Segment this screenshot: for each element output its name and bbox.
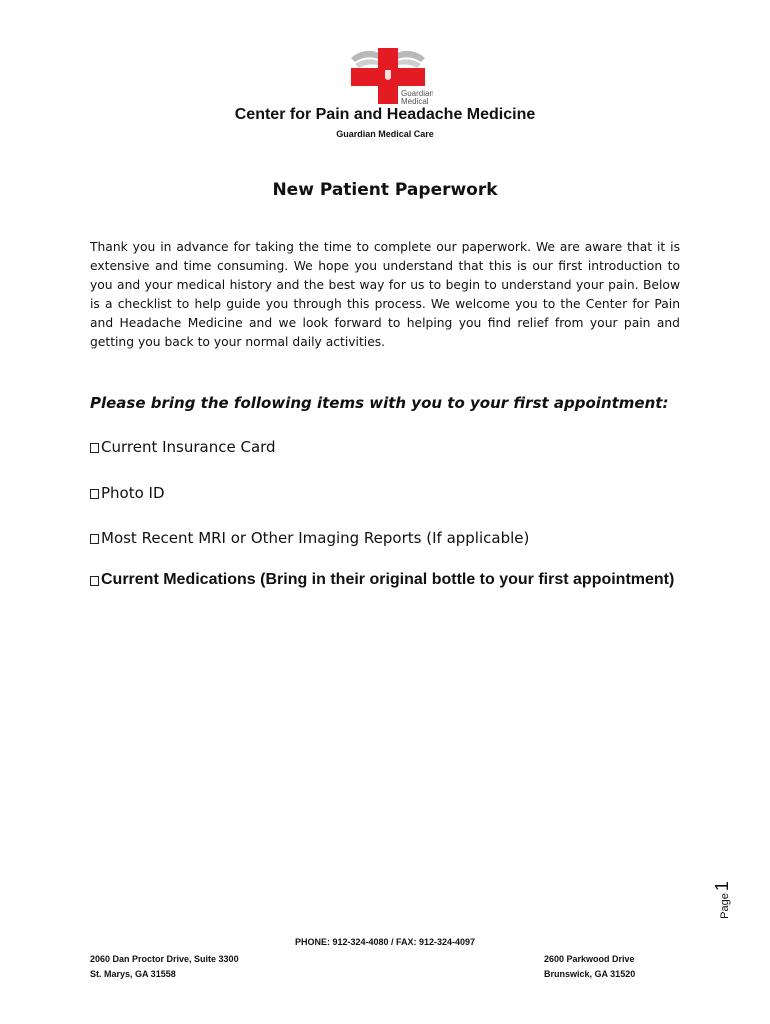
footer-left-address [90,952,239,982]
checklist-item-photo-id [90,484,165,502]
checklist-item-label: Photo ID [101,484,165,502]
footer-left-address-line1: 2060 Dan Proctor Drive, Suite 3300 [90,954,239,964]
page-number: 1 [712,881,732,892]
checklist-heading: Please bring the following items with you to your first appointment: [90,394,669,412]
checklist-item-label: Current Insurance Card [101,438,276,456]
checklist-item-imaging-reports [90,529,529,547]
page-number-marker [712,880,752,920]
guardian-medical-logo [343,44,433,108]
checkbox-icon[interactable] [90,443,99,453]
checklist-item-insurance-card [90,438,276,456]
checkbox-icon[interactable] [90,489,99,499]
footer-phone-fax: PHONE: 912-324-4080 / FAX: 912-324-4097 [294,937,476,947]
logo-text-line1: Guardian [401,89,433,98]
medical-cross-icon [343,44,433,108]
page-word: Page [719,893,731,919]
intro-paragraph: Thank you in advance for taking the time to complete our paperwork. We are aware that it is extensive and time consuming. We hope you understand that this is our first introduction to you and your medical history and the best way for us to begin to understand your pain. Below is a checklist to help guide you through this process. We welcome you to the Center for Pain and Headache Medicine and we look forward to helping you find relief from your pain and getting you back to your normal daily activities. [90,240,680,349]
checkbox-icon[interactable] [90,534,99,544]
org-title: Center for Pain and Headache Medicine [234,106,536,123]
checklist-item-label: Current Medications (Bring in their original bottle to your first appointment) [101,571,675,588]
logo-text-line2: Medical [401,97,429,106]
footer-left-address-line2: St. Marys, GA 31558 [90,969,176,979]
footer-right-address-line2: Brunswick, GA 31520 [544,969,636,979]
org-subtitle: Guardian Medical Care [336,129,434,139]
checklist-item-label: Most Recent MRI or Other Imaging Reports (If applicable) [101,529,530,547]
footer-right-address [544,952,635,982]
document-title: New Patient Paperwork [272,180,498,200]
checkbox-icon[interactable] [90,576,99,586]
footer-right-address-line1: 2600 Parkwood Drive [544,954,635,964]
checklist-item-medications [90,571,674,589]
